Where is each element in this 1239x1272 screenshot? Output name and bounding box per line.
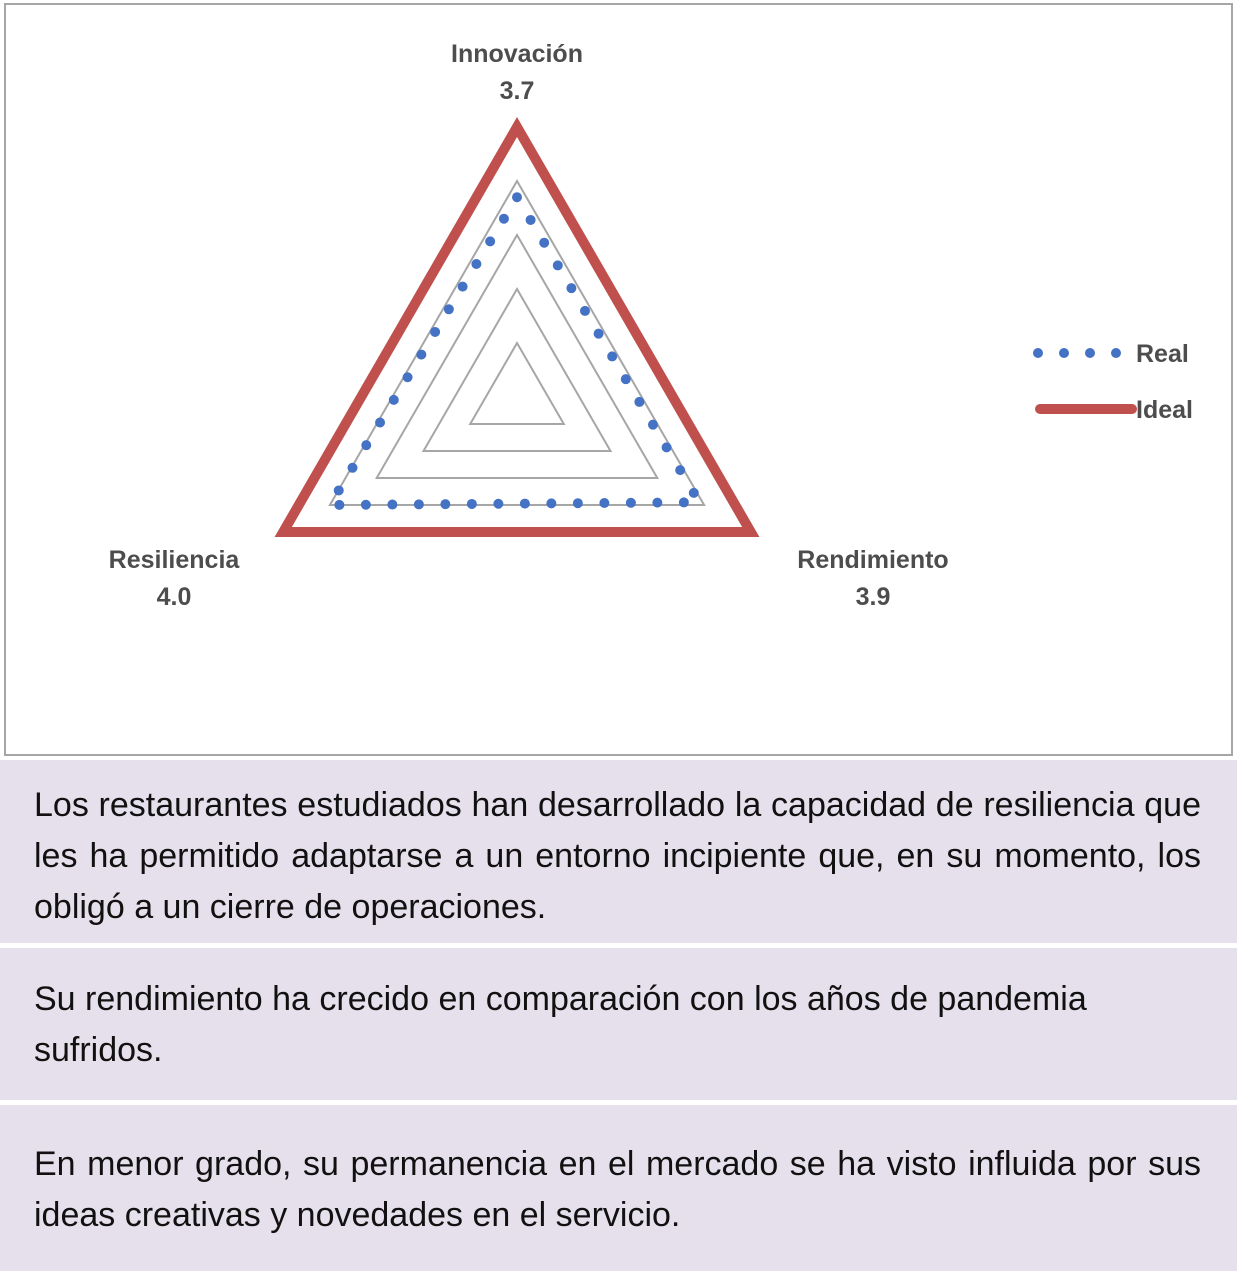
axis-value-innovacion: 3.7 xyxy=(499,77,535,105)
legend xyxy=(1038,340,1193,424)
text-box-innovacion xyxy=(0,1105,1237,1271)
grid-rings xyxy=(330,181,704,505)
axis-value-rendimiento: 3.9 xyxy=(855,583,891,611)
text-resiliencia: Los restaurantes estudiados han desarrollado la capacidad de resiliencia que les ha permitido adaptarse a un entorno incipiente que, en su momento, los obligó a un cierre de operaciones. xyxy=(34,786,1201,926)
legend-real-label: Real xyxy=(1136,340,1189,368)
series-layer xyxy=(283,127,751,532)
grid-ring-1 xyxy=(470,343,564,424)
radar-chart xyxy=(4,3,1233,756)
text-innovacion: En menor grado, su permanencia en el mercado se ha visto influida por sus ideas creativas y novedades en el servicio. xyxy=(34,1145,1201,1234)
axis-label-rendimiento: Rendimiento xyxy=(797,546,949,574)
legend-ideal-label: Ideal xyxy=(1136,396,1193,424)
axis-label-resiliencia: Resiliencia xyxy=(108,546,240,574)
text-box-resiliencia xyxy=(0,760,1237,943)
axis-label-innovacion: Innovación xyxy=(451,40,583,68)
axis-value-resiliencia: 4.0 xyxy=(156,583,192,611)
text-rendimiento: Su rendimiento ha crecido en comparación con los años de pandemia sufridos. xyxy=(34,980,1087,1069)
radar-chart-svg xyxy=(6,5,1231,754)
text-box-rendimiento xyxy=(0,948,1237,1100)
